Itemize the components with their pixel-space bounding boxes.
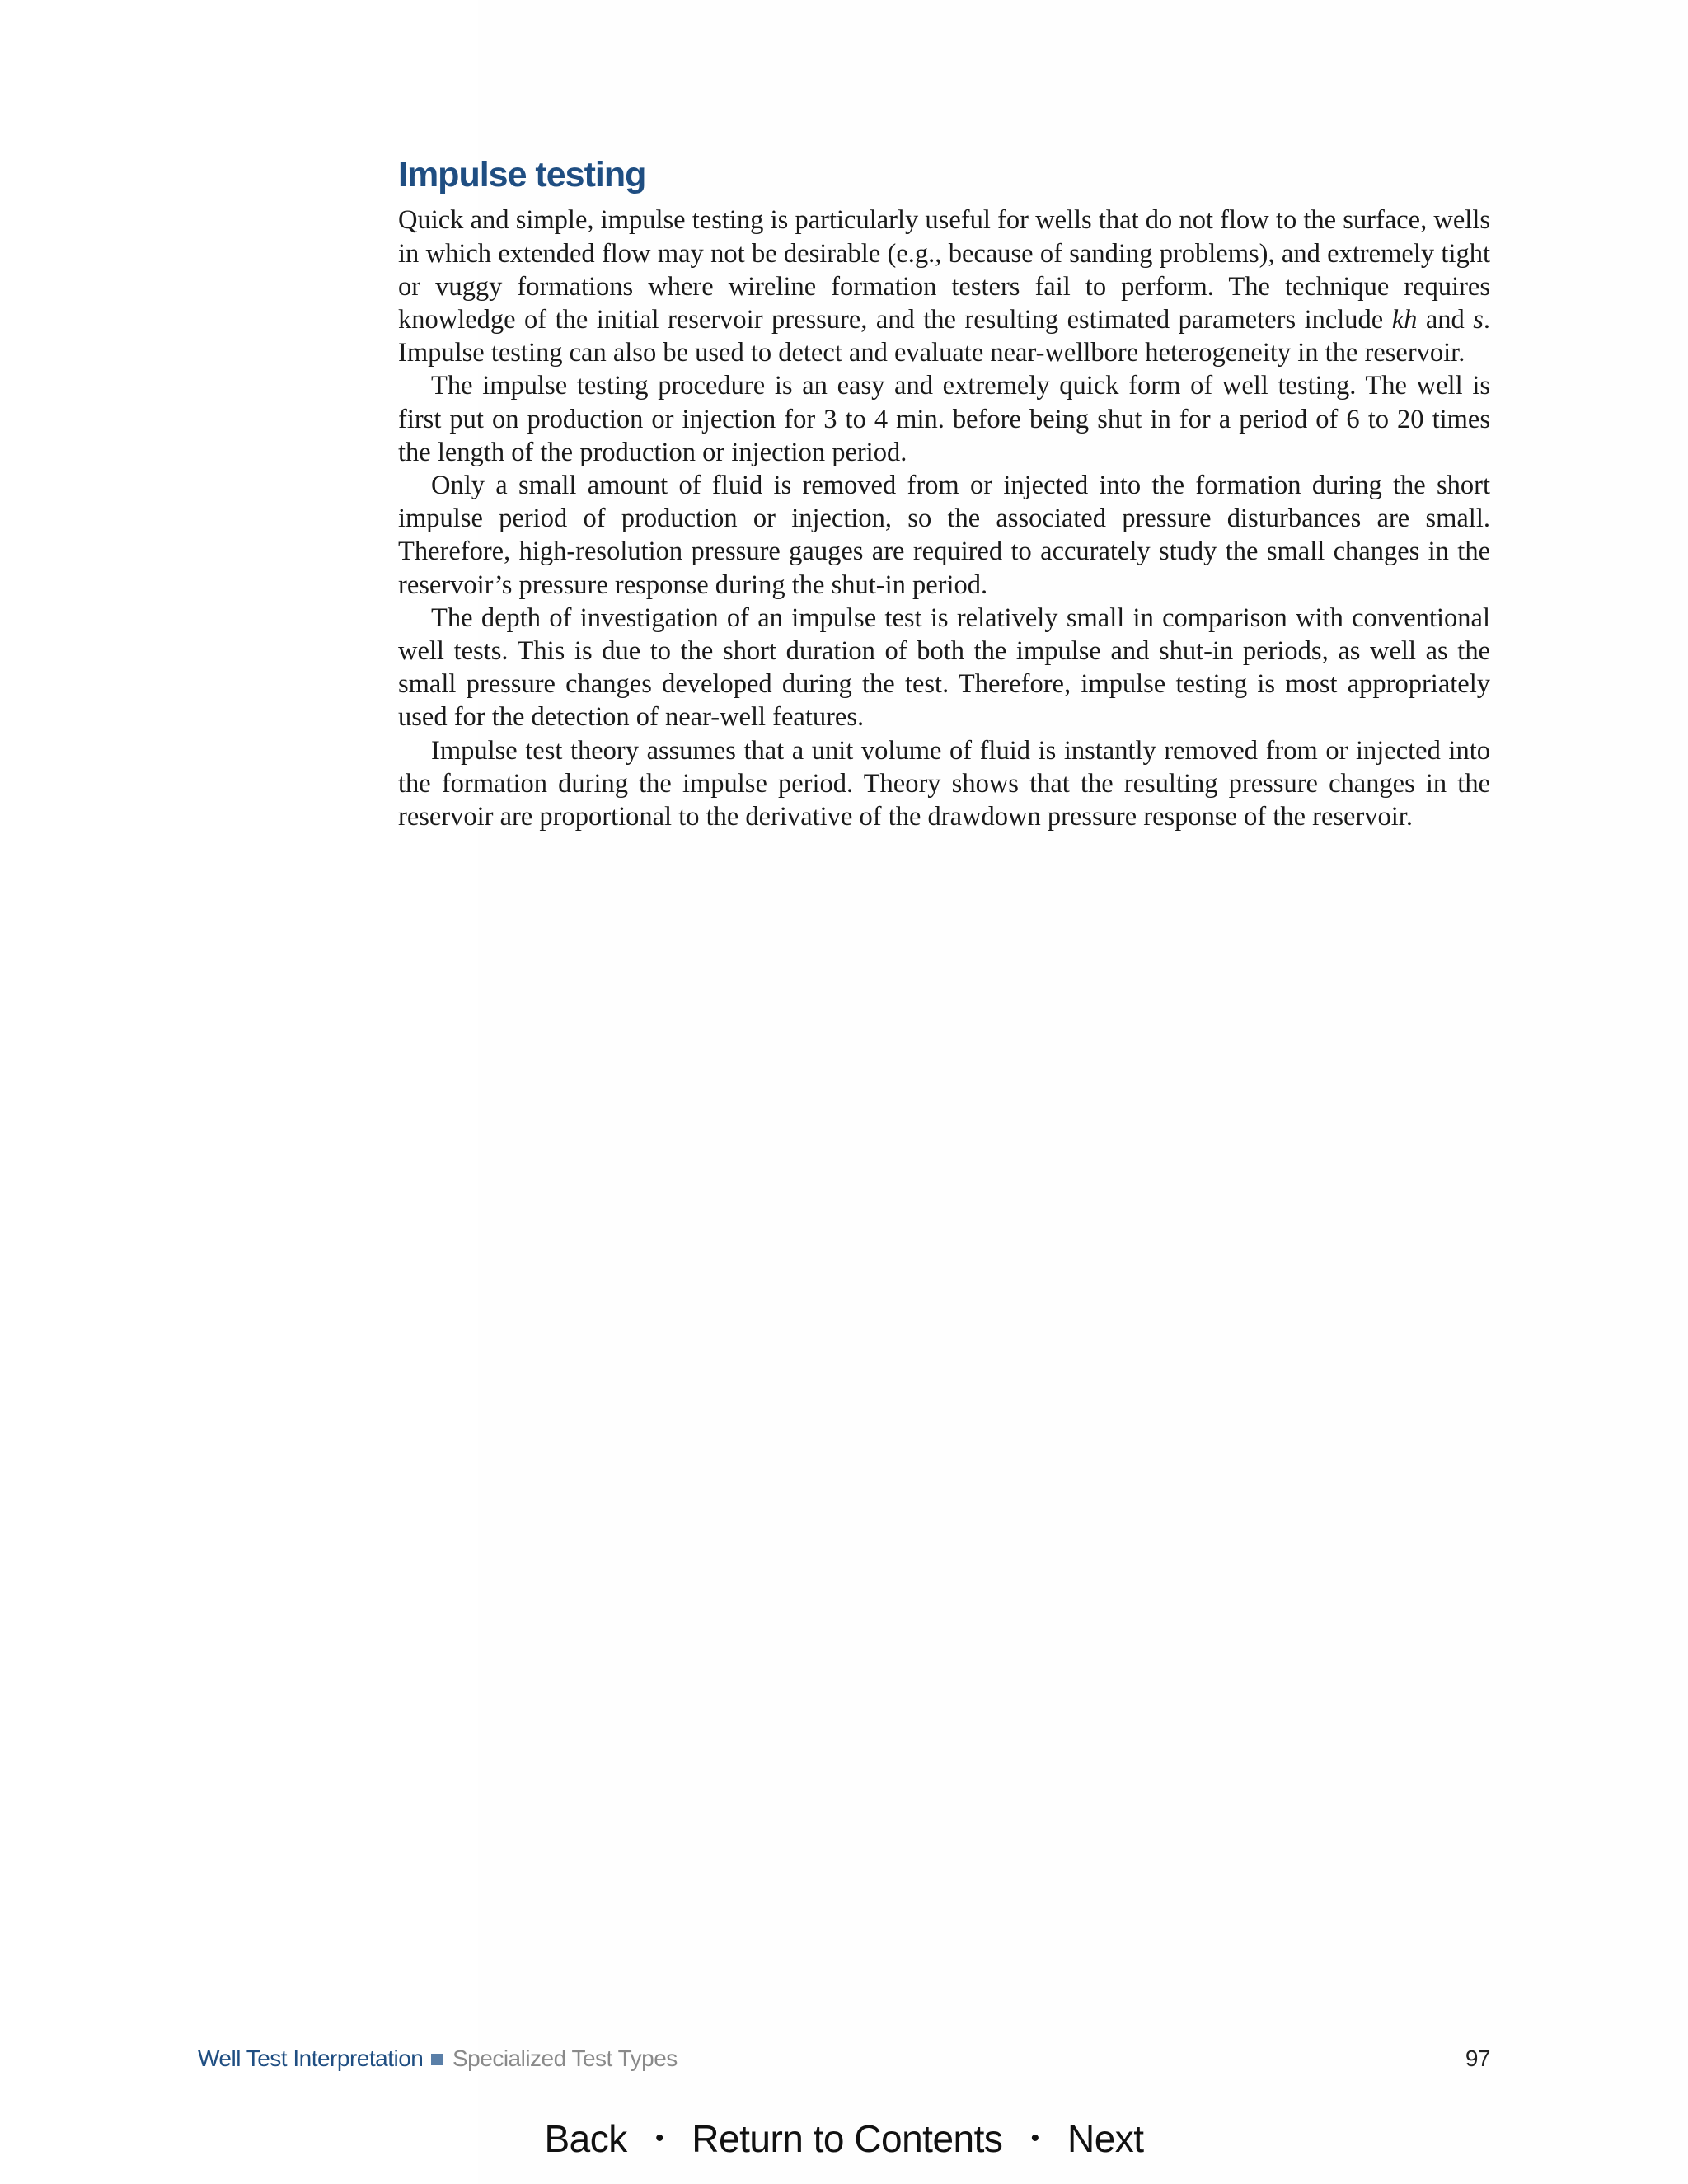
page-footer bbox=[198, 2046, 1490, 2079]
paragraph-1-and: and bbox=[1417, 305, 1474, 335]
back-link[interactable]: Back bbox=[544, 2117, 627, 2160]
kh-variable: kh bbox=[1391, 305, 1418, 335]
paragraph-1 bbox=[398, 204, 1490, 369]
page-content bbox=[398, 155, 1490, 833]
paragraph-3: Only a small amount of fluid is removed from or injected into the formation during the short impulse period of production or injection, so the associated pressure disturbances are small. Therefore, high-resolution pressure gauges are required to accurately study the small changes in the reservoir’s pressure response during the shut-in period. bbox=[398, 471, 1490, 600]
navigation-bar bbox=[0, 2116, 1688, 2161]
nav-separator: • bbox=[1030, 2124, 1039, 2152]
paragraph-2: The impulse testing procedure is an easy and extremely quick form of well testing. The well is first put on production or injection for 3 to 4 min. before being shut in for a period of 6 to 20 times the length of the production or injection period. bbox=[398, 371, 1490, 467]
footer-book-title: Well Test Interpretation bbox=[198, 2046, 424, 2071]
nav-separator: • bbox=[654, 2124, 663, 2152]
section-heading: Impulse testing bbox=[398, 155, 646, 194]
footer-square-icon bbox=[431, 2054, 443, 2065]
paragraph-4: The depth of investigation of an impulse test is relatively small in comparison with conventional well tests. This is due to the short duration of both the impulse and shut-in periods, as well as the small pressure changes developed during the test. Therefore, impulse testing is most appropriately used for the detection of near-well features. bbox=[398, 602, 1490, 733]
paragraph-5: Impulse test theory assumes that a unit volume of fluid is instantly removed from or injected into the formation during the impulse period. Theory shows that the resulting pressure changes in the reservoir are proportional to the derivative of the drawdown pressure response of the reservoir. bbox=[398, 735, 1490, 832]
return-to-contents-link[interactable]: Return to Contents bbox=[692, 2117, 1003, 2160]
s-variable: s bbox=[1473, 305, 1484, 335]
footer-chapter-title: Specialized Test Types bbox=[452, 2046, 678, 2071]
next-link[interactable]: Next bbox=[1067, 2117, 1144, 2160]
paragraph-1-text-a: Quick and simple, impulse testing is particularly useful for wells that do not flow to the surface, wells in which extended flow may not be desirable (e.g., because of sanding problems), and extremely tight or vuggy formations where wireline formation testers fail to perform. The technique requires knowledge of the initial reservoir pressure, and the resulting estimated parameters include bbox=[398, 205, 1490, 335]
page-number: 97 bbox=[1465, 2046, 1490, 2071]
paragraph-1-text-b: . Impulse testing can also be used to detect and evaluate near-wellbore heterogeneity in the reservoir. bbox=[398, 305, 1490, 368]
